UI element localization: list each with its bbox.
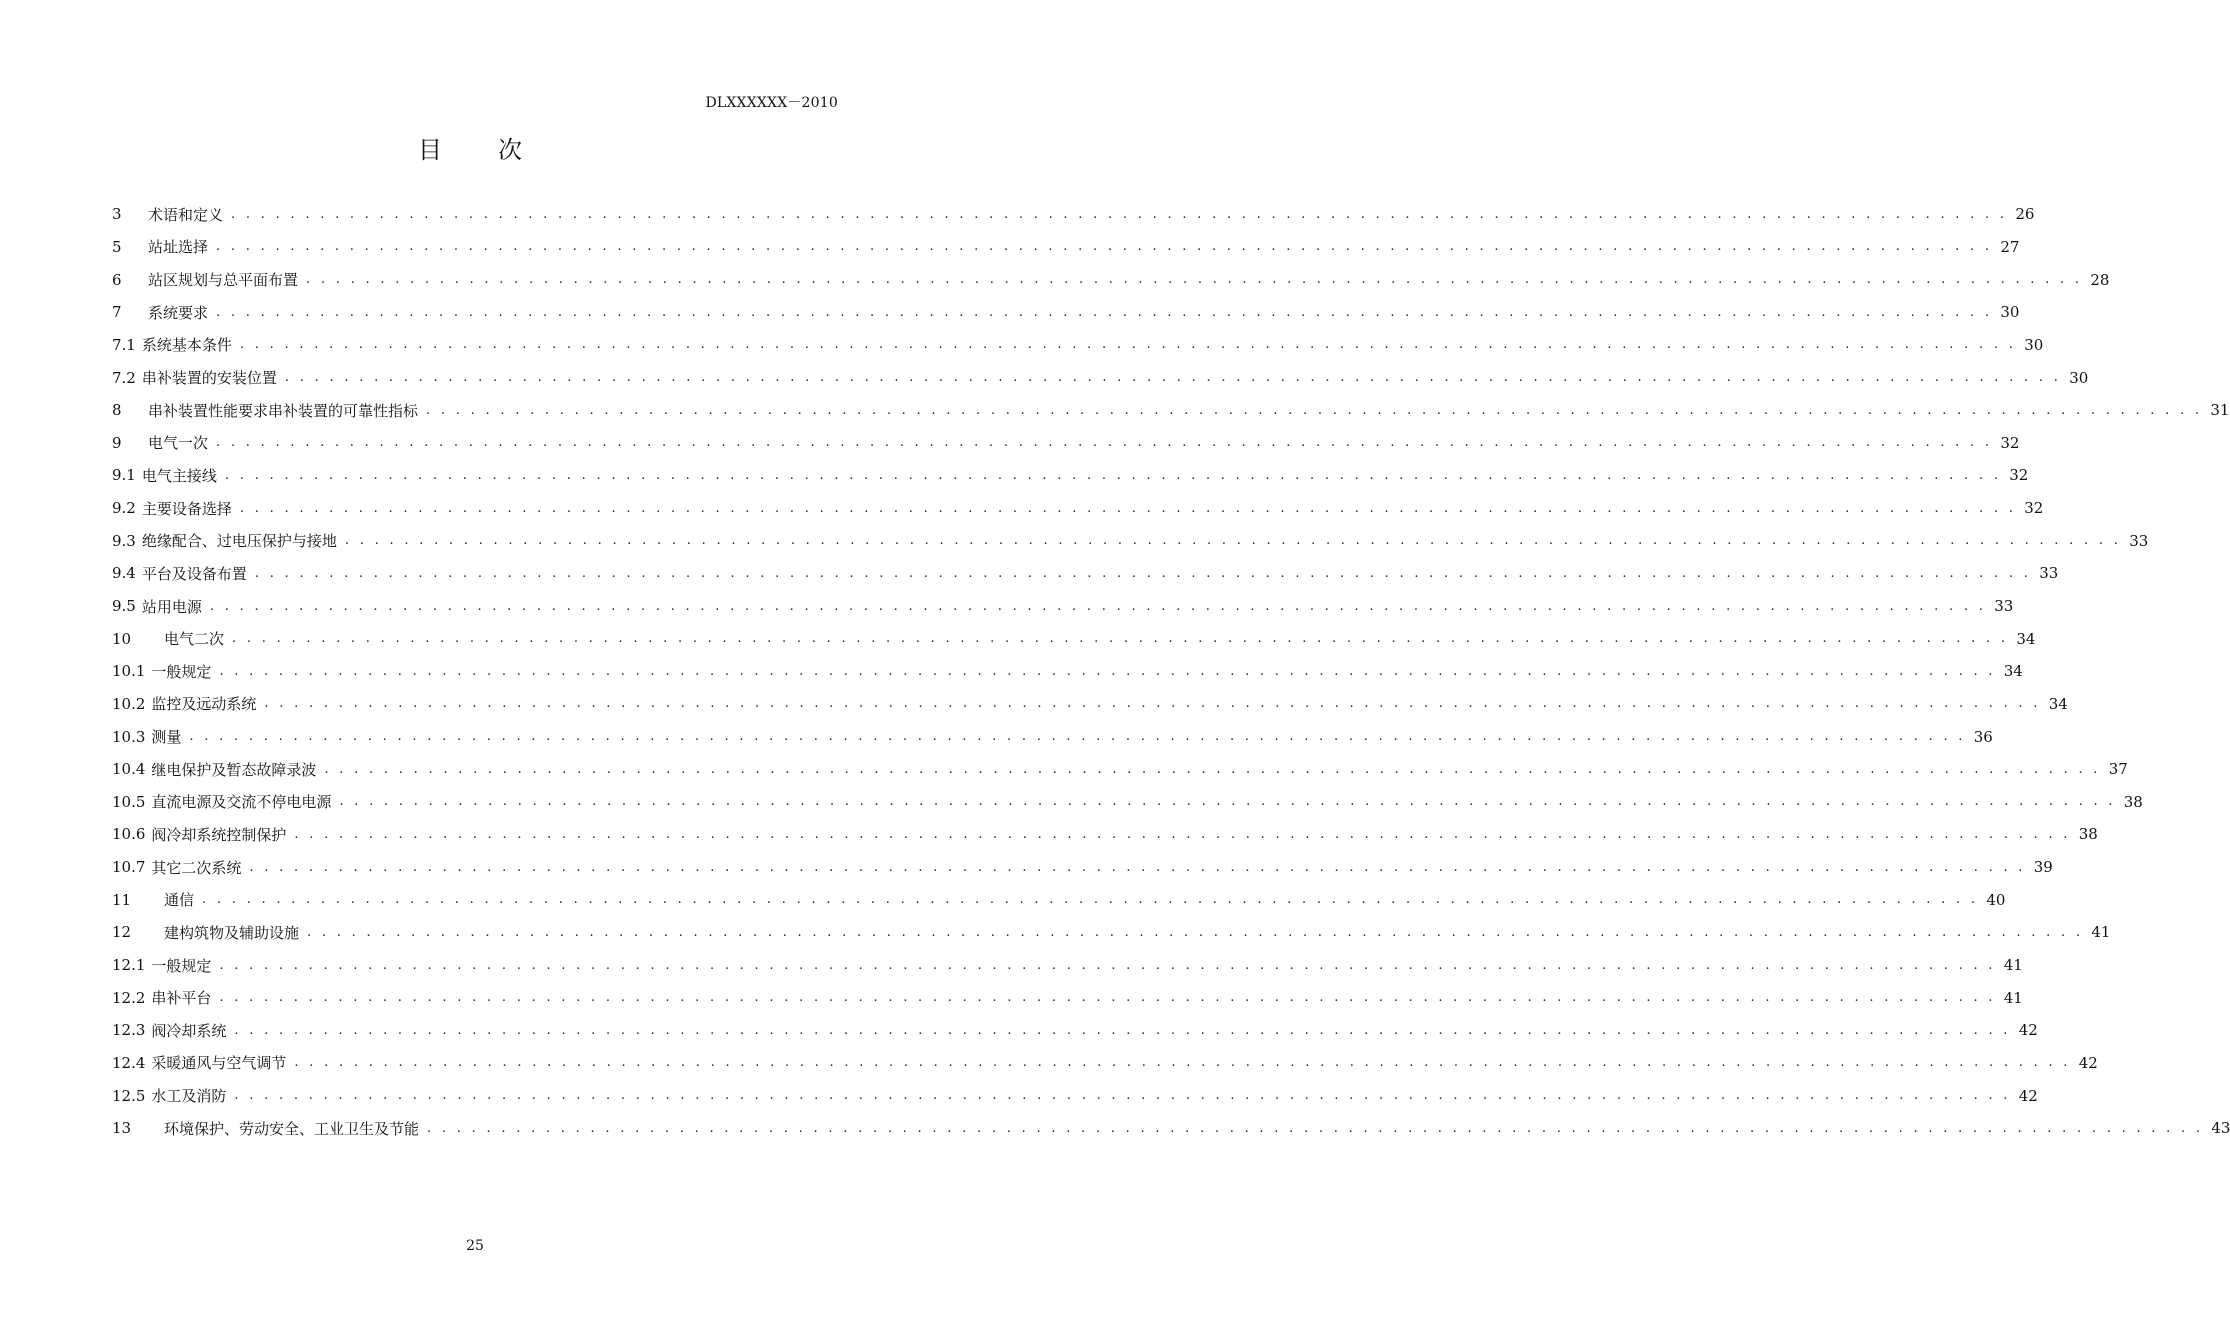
toc-entry-number: 9.5: [112, 597, 136, 615]
toc-dot-leader: . . . . . . . . . . . . . . . . . . . . . . . . . . . . . . . . . . . . . . . . . . . . . . . . . . . . . . . . . . . . . . . . . . . . . . . . . . . . . . . . . . . . . . . . . . . . . . . . . . . . . . . . . . . . . . . . . . . . . . . .: [284, 370, 2062, 386]
toc-entry-number: 10: [112, 629, 132, 648]
toc-entry-title: 阀冷却系统: [151, 1021, 227, 1040]
toc-entry[interactable]: [112, 426, 2020, 459]
toc-entry-title: 平台及设备布置: [141, 564, 247, 583]
toc-entry[interactable]: [112, 1014, 2038, 1047]
toc-entry[interactable]: [112, 329, 2044, 362]
toc-entry-page: 34: [2003, 662, 2023, 681]
toc-entry-title: 站用电源: [141, 597, 202, 616]
toc-entry[interactable]: [112, 688, 2068, 721]
toc-entry[interactable]: [112, 296, 2020, 329]
toc-entry[interactable]: [112, 916, 2111, 949]
toc-dot-leader: . . . . . . . . . . . . . . . . . . . . . . . . . . . . . . . . . . . . . . . . . . . . . . . . . . . . . . . . . . . . . . . . . . . . . . . . . . . . . . . . . . . . . . . . . . . . . . . . . . . . . . . . . . . . . . . . . . . . . . . .: [294, 826, 2071, 842]
toc-entry[interactable]: [112, 753, 2128, 786]
toc-entry-number: 3: [112, 205, 122, 224]
toc-entry-number: 9: [112, 433, 122, 452]
toc-entry-page: 36: [1973, 727, 1993, 746]
toc-entry-page: 27: [2000, 237, 2020, 256]
toc-entry[interactable]: [112, 818, 2098, 851]
toc-entry[interactable]: [112, 557, 2059, 590]
toc-entry-title: 站址选择: [148, 238, 209, 257]
toc-dot-leader: . . . . . . . . . . . . . . . . . . . . . . . . . . . . . . . . . . . . . . . . . . . . . . . . . . . . . . . . . . . . . . . . . . . . . . . . . . . . . . . . . . . . . . . . . . . . . . . . . . . . . . . . . . . . . . . . . . . . . . . .: [239, 337, 2017, 353]
toc-entry-number: 10.5: [112, 792, 146, 811]
toc-entry-page: 38: [2078, 825, 2098, 844]
toc-entry-number: 11: [112, 890, 132, 909]
toc-dot-leader: . . . . . . . . . . . . . . . . . . . . . . . . . . . . . . . . . . . . . . . . . . . . . . . . . . . . . . . . . . . . . . . . . . . . . . . . . . . . . . . . . . . . . . . . . . . . . . . . . . . . . . . . . . . . . . . . . . . . . . . .: [234, 1022, 2011, 1038]
toc-entry[interactable]: [112, 492, 2044, 525]
toc-entry-title: 水工及消防: [151, 1087, 227, 1106]
toc-entry-title: 电气主接线: [141, 466, 217, 485]
toc-entry[interactable]: [112, 198, 2035, 231]
toc-dot-leader: . . . . . . . . . . . . . . . . . . . . . . . . . . . . . . . . . . . . . . . . . . . . . . . . . . . . . . . . . . . . . . . . . . . . . . . . . . . . . . . . . . . . . . . . . . . . . . . . . . . . . . . . . . . . . . . . . . . . . . . .: [224, 467, 2002, 483]
toc-entry-number: 10.1: [112, 662, 146, 681]
toc-dot-leader: . . . . . . . . . . . . . . . . . . . . . . . . . . . . . . . . . . . . . . . . . . . . . . . . . . . . . . . . . . . . . . . . . . . . . . . . . . . . . . . . . . . . . . . . . . . . . . . . . . . . . . . . . . . . . . . . . . . . . . . .: [231, 206, 2008, 222]
toc-entry-number: 9.3: [112, 531, 136, 550]
toc-entry-number: 12: [112, 923, 132, 942]
toc-entry[interactable]: [112, 786, 2143, 819]
toc-dot-leader: . . . . . . . . . . . . . . . . . . . . . . . . . . . . . . . . . . . . . . . . . . . . . . . . . . . . . . . . . . . . . . . . . . . . . . . . . . . . . . . . . . . . . . . . . . . . . . . . . . . . . . . . . . . . . . . . . . . . . . . .: [219, 663, 1996, 679]
toc-dot-leader: . . . . . . . . . . . . . . . . . . . . . . . . . . . . . . . . . . . . . . . . . . . . . . . . . . . . . . . . . . . . . . . . . . . . . . . . . . . . . . . . . . . . . . . . . . . . . . . . . . . . . . . . . . . . . . . . . . . . . . . .: [306, 272, 2083, 288]
toc-entry-number: 9.2: [112, 499, 136, 518]
toc-entry[interactable]: [112, 590, 2014, 623]
toc-entry-page: 42: [2018, 1021, 2038, 1040]
toc-dot-leader: . . . . . . . . . . . . . . . . . . . . . . . . . . . . . . . . . . . . . . . . . . . . . . . . . . . . . . . . . . . . . . . . . . . . . . . . . . . . . . . . . . . . . . . . . . . . . . . . . . . . . . . . . . . . . . . . . . . . . . . .: [209, 598, 1987, 614]
toc-entry[interactable]: [112, 1079, 2038, 1112]
toc-entry[interactable]: [112, 655, 2023, 688]
toc-entry-title: 通信: [164, 891, 195, 910]
toc-entry-page: 41: [2003, 988, 2023, 1007]
toc-entry-page: 31: [2210, 401, 2230, 420]
toc-entry-title: 系统基本条件: [141, 336, 232, 355]
toc-entry-number: 7: [112, 303, 122, 322]
toc-entry-title: 绝缘配合、过电压保护与接地: [141, 532, 337, 551]
toc-entry-page: 32: [2000, 433, 2020, 452]
toc-entry-title: 电气一次: [148, 434, 209, 453]
toc-entry-page: 26: [2015, 205, 2035, 224]
page-title: 目次: [418, 136, 578, 164]
toc-entry-page: 42: [2078, 1053, 2098, 1072]
toc-dot-leader: . . . . . . . . . . . . . . . . . . . . . . . . . . . . . . . . . . . . . . . . . . . . . . . . . . . . . . . . . . . . . . . . . . . . . . . . . . . . . . . . . . . . . . . . . . . . . . . . . . . . . . . . . . . . . . . . . . . . . . . .: [189, 729, 1966, 745]
toc-entry-number: 10.7: [112, 858, 146, 877]
toc-entry-title: 直流电源及交流不停电电源: [151, 793, 332, 812]
page-number: 25: [466, 1238, 484, 1254]
toc-entry-number: 7.2: [112, 368, 136, 387]
toc-entry-title: 监控及远动系统: [151, 695, 257, 714]
toc-entry-page: 41: [2091, 923, 2111, 942]
toc-entry-page: 39: [2033, 858, 2053, 877]
toc-entry-title: 电气二次: [164, 630, 225, 649]
toc-dot-leader: . . . . . . . . . . . . . . . . . . . . . . . . . . . . . . . . . . . . . . . . . . . . . . . . . . . . . . . . . . . . . . . . . . . . . . . . . . . . . . . . . . . . . . . . . . . . . . . . . . . . . . . . . . . . . . . . . . . . . . . .: [344, 533, 2122, 549]
toc-entry-number: 12.2: [112, 988, 146, 1007]
toc-dot-leader: . . . . . . . . . . . . . . . . . . . . . . . . . . . . . . . . . . . . . . . . . . . . . . . . . . . . . . . . . . . . . . . . . . . . . . . . . . . . . . . . . . . . . . . . . . . . . . . . . . . . . . . . . . . . . . . . . . . . . . . .: [202, 892, 1979, 908]
toc-dot-leader: . . . . . . . . . . . . . . . . . . . . . . . . . . . . . . . . . . . . . . . . . . . . . . . . . . . . . . . . . . . . . . . . . . . . . . . . . . . . . . . . . . . . . . . . . . . . . . . . . . . . . . . . . . . . . . . . . . . . . . . .: [294, 1055, 2071, 1071]
toc-entry-page: 42: [2018, 1086, 2038, 1105]
toc-entry-page: 33: [2129, 531, 2149, 550]
toc-entry[interactable]: [112, 981, 2023, 1014]
toc-entry-title: 其它二次系统: [151, 858, 242, 877]
toc-entry-number: 9.4: [112, 564, 136, 583]
toc-entry-page: 34: [2048, 694, 2068, 713]
toc-entry-number: 12.1: [112, 956, 146, 975]
toc-entry-page: 30: [2000, 303, 2020, 322]
toc-entry[interactable]: [112, 883, 2006, 916]
toc-entry[interactable]: [112, 394, 2230, 427]
toc-entry-page: 37: [2108, 760, 2128, 779]
toc-dot-leader: . . . . . . . . . . . . . . . . . . . . . . . . . . . . . . . . . . . . . . . . . . . . . . . . . . . . . . . . . . . . . . . . . . . . . . . . . . . . . . . . . . . . . . . . . . . . . . . . . . . . . . . . . . . . . . . . . . . . . . . .: [254, 565, 2032, 581]
toc-dot-leader: . . . . . . . . . . . . . . . . . . . . . . . . . . . . . . . . . . . . . . . . . . . . . . . . . . . . . . . . . . . . . . . . . . . . . . . . . . . . . . . . . . . . . . . . . . . . . . . . . . . . . . . . . . . . . . . . . . . . . . . .: [216, 239, 1993, 255]
toc-entry-title: 环境保护、劳动安全、工业卫生及节能: [164, 1119, 420, 1138]
toc-dot-leader: . . . . . . . . . . . . . . . . . . . . . . . . . . . . . . . . . . . . . . . . . . . . . . . . . . . . . . . . . . . . . . . . . . . . . . . . . . . . . . . . . . . . . . . . . . . . . . . . . . . . . . . . . . . . . . . . . . . . . . . .: [219, 957, 1996, 973]
toc-dot-leader: . . . . . . . . . . . . . . . . . . . . . . . . . . . . . . . . . . . . . . . . . . . . . . . . . . . . . . . . . . . . . . . . . . . . . . . . . . . . . . . . . . . . . . . . . . . . . . . . . . . . . . . . . . . . . . . . . . . . . . . .: [239, 500, 2017, 516]
toc-entry-title: 采暖通风与空气调节: [151, 1054, 287, 1073]
toc-entry[interactable]: [112, 720, 1993, 753]
toc-entry[interactable]: [112, 851, 2053, 884]
toc-entry-page: 43: [2211, 1119, 2230, 1138]
toc-entry-title: 站区规划与总平面布置: [148, 271, 299, 290]
toc-entry-number: 10.4: [112, 760, 146, 779]
toc-entry-page: 28: [2090, 270, 2110, 289]
toc-entry-number: 9.1: [112, 466, 136, 485]
toc-entry-page: 33: [1994, 597, 2014, 615]
toc-entry[interactable]: [112, 1112, 2230, 1145]
toc-entry-page: 34: [2016, 629, 2036, 648]
toc-entry-page: 30: [2024, 335, 2044, 354]
toc-entry-number: 7.1: [112, 335, 136, 354]
toc-entry-number: 12.3: [112, 1021, 146, 1040]
toc-entry[interactable]: [112, 524, 2149, 557]
toc-entry-title: 测量: [151, 728, 182, 747]
toc-dot-leader: . . . . . . . . . . . . . . . . . . . . . . . . . . . . . . . . . . . . . . . . . . . . . . . . . . . . . . . . . . . . . . . . . . . . . . . . . . . . . . . . . . . . . . . . . . . . . . . . . . . . . . . . . . . . . . . . . . . . . . . .: [216, 435, 1993, 451]
toc-dot-leader: . . . . . . . . . . . . . . . . . . . . . . . . . . . . . . . . . . . . . . . . . . . . . . . . . . . . . . . . . . . . . . . . . . . . . . . . . . . . . . . . . . . . . . . . . . . . . . . . . . . . . . . . . . . . . . . . . . . . . . . .: [426, 402, 2203, 418]
toc-entry[interactable]: [112, 361, 2089, 394]
toc-entry-title: 串补装置性能要求串补装置的可靠性指标: [148, 401, 419, 420]
document-code: DLXXXXXX－2010: [705, 95, 838, 111]
toc-entry[interactable]: [112, 231, 2020, 264]
table-of-contents: [112, 198, 2230, 1145]
toc-entry-page: 33: [2039, 564, 2059, 583]
toc-entry-title: 一般规定: [151, 956, 212, 975]
toc-entry-page: 32: [2009, 466, 2029, 485]
toc-entry-number: 10.2: [112, 694, 146, 713]
toc-entry[interactable]: [112, 1047, 2098, 1080]
toc-entry[interactable]: [112, 263, 2110, 296]
toc-entry-number: 12.4: [112, 1053, 146, 1072]
toc-entry[interactable]: [112, 459, 2029, 492]
toc-dot-leader: . . . . . . . . . . . . . . . . . . . . . . . . . . . . . . . . . . . . . . . . . . . . . . . . . . . . . . . . . . . . . . . . . . . . . . . . . . . . . . . . . . . . . . . . . . . . . . . . . . . . . . . . . . . . . . . . . . . . . . . .: [307, 924, 2084, 940]
toc-entry-title: 串补平台: [151, 989, 212, 1008]
toc-entry-page: 40: [1986, 890, 2006, 909]
toc-entry-page: 38: [2123, 792, 2143, 811]
toc-dot-leader: . . . . . . . . . . . . . . . . . . . . . . . . . . . . . . . . . . . . . . . . . . . . . . . . . . . . . . . . . . . . . . . . . . . . . . . . . . . . . . . . . . . . . . . . . . . . . . . . . . . . . . . . . . . . . . . . . . . . . . . .: [264, 696, 2041, 712]
toc-entry-page: 32: [2024, 499, 2044, 518]
toc-dot-leader: . . . . . . . . . . . . . . . . . . . . . . . . . . . . . . . . . . . . . . . . . . . . . . . . . . . . . . . . . . . . . . . . . . . . . . . . . . . . . . . . . . . . . . . . . . . . . . . . . . . . . . . . . . . . . . . . . . . . . . . .: [249, 859, 2026, 875]
toc-dot-leader: . . . . . . . . . . . . . . . . . . . . . . . . . . . . . . . . . . . . . . . . . . . . . . . . . . . . . . . . . . . . . . . . . . . . . . . . . . . . . . . . . . . . . . . . . . . . . . . . . . . . . . . . . . . . . . . . . . . . . . . .: [427, 1120, 2204, 1136]
toc-dot-leader: . . . . . . . . . . . . . . . . . . . . . . . . . . . . . . . . . . . . . . . . . . . . . . . . . . . . . . . . . . . . . . . . . . . . . . . . . . . . . . . . . . . . . . . . . . . . . . . . . . . . . . . . . . . . . . . . . . . . . . . .: [219, 990, 1996, 1006]
toc-entry-title: 术语和定义: [148, 205, 224, 224]
toc-entry-number: 10.6: [112, 825, 146, 844]
toc-entry[interactable]: [112, 622, 2036, 655]
toc-entry[interactable]: [112, 949, 2023, 982]
toc-entry-title: 继电保护及暂态故障录波: [151, 760, 317, 779]
toc-entry-title: 系统要求: [148, 303, 209, 322]
toc-entry-number: 6: [112, 270, 122, 289]
toc-entry-title: 建构筑物及辅助设施: [164, 923, 300, 942]
toc-entry-title: 阀冷却系统控制保护: [151, 825, 287, 844]
toc-dot-leader: . . . . . . . . . . . . . . . . . . . . . . . . . . . . . . . . . . . . . . . . . . . . . . . . . . . . . . . . . . . . . . . . . . . . . . . . . . . . . . . . . . . . . . . . . . . . . . . . . . . . . . . . . . . . . . . . . . . . . . . .: [216, 304, 1993, 320]
toc-entry-title: 主要设备选择: [141, 499, 232, 518]
toc-entry-page: 41: [2003, 956, 2023, 975]
toc-entry-title: 串补装置的安装位置: [141, 369, 277, 388]
toc-entry-title: 一般规定: [151, 662, 212, 681]
toc-entry-number: 5: [112, 237, 122, 256]
toc-entry-page: 30: [2069, 368, 2089, 387]
toc-dot-leader: . . . . . . . . . . . . . . . . . . . . . . . . . . . . . . . . . . . . . . . . . . . . . . . . . . . . . . . . . . . . . . . . . . . . . . . . . . . . . . . . . . . . . . . . . . . . . . . . . . . . . . . . . . . . . . . . . . . . . . . .: [339, 794, 2116, 810]
toc-dot-leader: . . . . . . . . . . . . . . . . . . . . . . . . . . . . . . . . . . . . . . . . . . . . . . . . . . . . . . . . . . . . . . . . . . . . . . . . . . . . . . . . . . . . . . . . . . . . . . . . . . . . . . . . . . . . . . . . . . . . . . . .: [324, 761, 2101, 777]
toc-entry-number: 12.5: [112, 1086, 146, 1105]
toc-dot-leader: . . . . . . . . . . . . . . . . . . . . . . . . . . . . . . . . . . . . . . . . . . . . . . . . . . . . . . . . . . . . . . . . . . . . . . . . . . . . . . . . . . . . . . . . . . . . . . . . . . . . . . . . . . . . . . . . . . . . . . . .: [232, 631, 2009, 647]
toc-entry-number: 8: [112, 401, 122, 420]
toc-entry-number: 13: [112, 1119, 132, 1138]
toc-dot-leader: . . . . . . . . . . . . . . . . . . . . . . . . . . . . . . . . . . . . . . . . . . . . . . . . . . . . . . . . . . . . . . . . . . . . . . . . . . . . . . . . . . . . . . . . . . . . . . . . . . . . . . . . . . . . . . . . . . . . . . . .: [234, 1088, 2011, 1104]
toc-entry-number: 10.3: [112, 727, 146, 746]
